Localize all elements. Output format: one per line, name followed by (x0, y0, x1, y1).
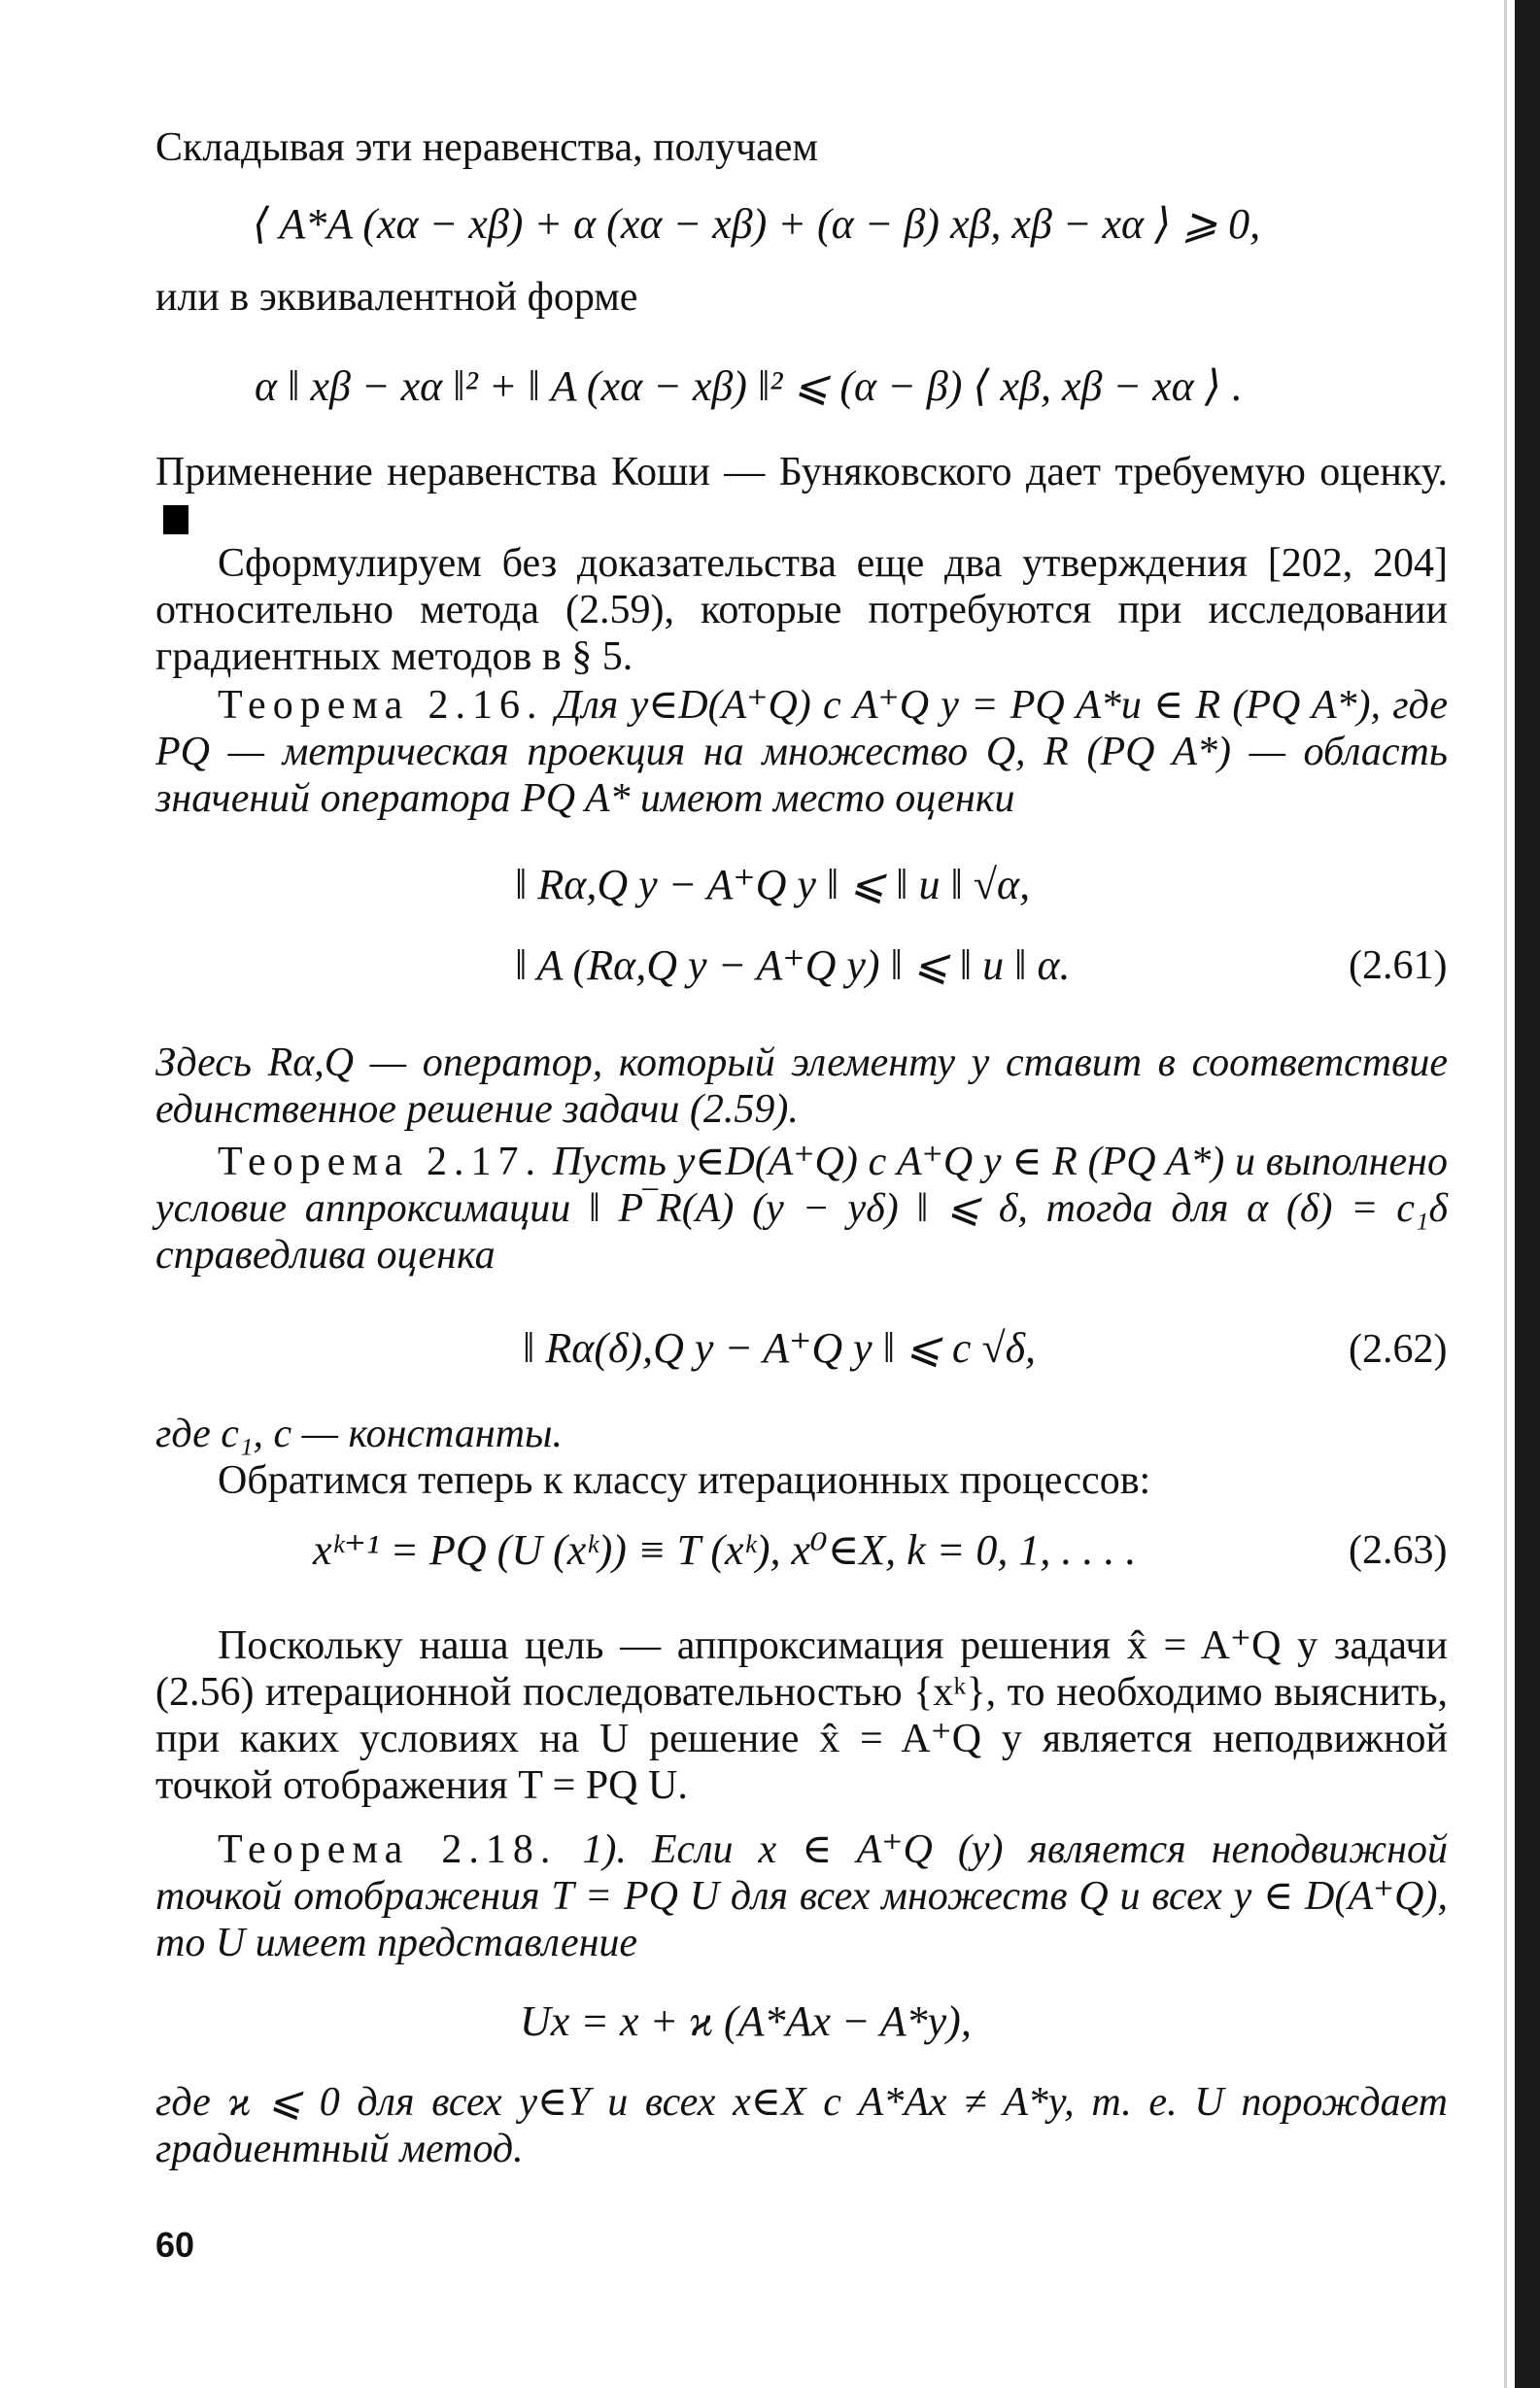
paragraph-operator-definition: Здесь Rα,Q — оператор, который элементу y ставит в соответствие единственное решение задачи (2.59). (155, 1040, 1448, 1132)
equation-number-2-63: (2.63) (1349, 1528, 1448, 1573)
paragraph-cauchy: Применение неравенства Коши — Буняковского дает требуемую оценку. (155, 449, 1448, 542)
inequality-equivalent: α ‖ xβ − xα ‖² + ‖ A (xα − xβ) ‖² ⩽ (α − β) ⟨ xβ, xβ − xα ⟩ . (255, 362, 1243, 410)
theorem-2-16 (155, 682, 1448, 822)
paragraph-fixed-point: Поскольку наша цель — аппроксимация решения x̂ = A⁺Q y задачи (2.56) итерационной последовательностью {xᵏ}, то необходимо выяснить, при каких условиях на U решение x̂ = A⁺Q y является неподвижной точкой отображения T = PQ U. (155, 1623, 1448, 1808)
end-of-proof-mark (163, 505, 188, 534)
paragraph-constants: где c₁, c — константы. (155, 1412, 563, 1456)
paragraph-intro: Складывая эти неравенства, получаем (155, 125, 818, 170)
theorem-2-18 (155, 1826, 1448, 1966)
equation-number-2-61: (2.61) (1349, 943, 1448, 988)
theorem-2-16-statement: Для y∈D(A⁺Q) с A⁺Q y = PQ A*u ∈ R (PQ A*), где PQ — метрическая проекция на множество Q, R (PQ A*) — область значений оператора PQ A* имеют место оценки (155, 683, 1448, 821)
representation-u: Ux = x + ϰ (A*Ax − A*y), (520, 1997, 972, 2045)
inequality-sum: ⟨ A*A (xα − xβ) + α (xα − xβ) + (α − β) xβ, xβ − xα ⟩ ⩾ 0, (253, 200, 1261, 248)
scan-edge-line (1504, 0, 1507, 2388)
theorem-2-17-statement: Пусть y∈D(A⁺Q) с A⁺Q y ∈ R (PQ A*) и выполнено условие аппроксимации ‖ P‾R(A) (y − yδ) ‖ ⩽ δ, тогда для α (δ) = c₁δ справедлива оценка (155, 1140, 1449, 1278)
theorem-2-18-statement: 1). Если x ∈ A⁺Q (y) является неподвижной точкой отображения T = PQ U для всех множеств Q и всех y ∈ D(A⁺Q), то U имеет представление (155, 1827, 1448, 1965)
theorem-2-17 (155, 1139, 1448, 1279)
theorem-2-16-heading: Теорема 2.16. (218, 683, 544, 728)
estimate-2-61-first: ‖ Rα,Q y − A⁺Q y ‖ ⩽ ‖ u ‖ √α, (515, 861, 1031, 908)
estimate-2-62: ‖ Rα(δ),Q y − A⁺Q y ‖ ⩽ c √δ, (523, 1324, 1037, 1372)
theorem-2-17-heading: Теорема 2.17. (218, 1140, 543, 1184)
page-number: 60 (155, 2225, 195, 2265)
paragraph-equivalent: или в эквивалентной форме (155, 275, 638, 320)
iteration-2-63: xᵏ⁺¹ = PQ (U (xᵏ)) ≡ T (xᵏ), x⁰∈X, k = 0, 1, . . . . (313, 1526, 1137, 1574)
paragraph-gradient-method: где ϰ ⩽ 0 для всех y∈Y и всех x∈X с A*Ax ≠ A*y, т. е. U порождает градиентный метод. (155, 2080, 1448, 2171)
scan-edge-shadow (1515, 0, 1540, 2388)
paragraph-formulate: Сформулируем без доказательства еще два утверждения [202, 204] относительно метода (2.59), которые потребуются при исследовании градиентных методов в § 5. (155, 541, 1448, 679)
estimate-2-61-second: ‖ A (Rα,Q y − A⁺Q y) ‖ ⩽ ‖ u ‖ α. (515, 941, 1071, 989)
paragraph-iterative: Обратимся теперь к классу итерационных процессов: (218, 1458, 1151, 1503)
equation-number-2-62: (2.62) (1349, 1327, 1448, 1372)
theorem-2-18-heading: Теорема 2.18. (218, 1827, 558, 1872)
